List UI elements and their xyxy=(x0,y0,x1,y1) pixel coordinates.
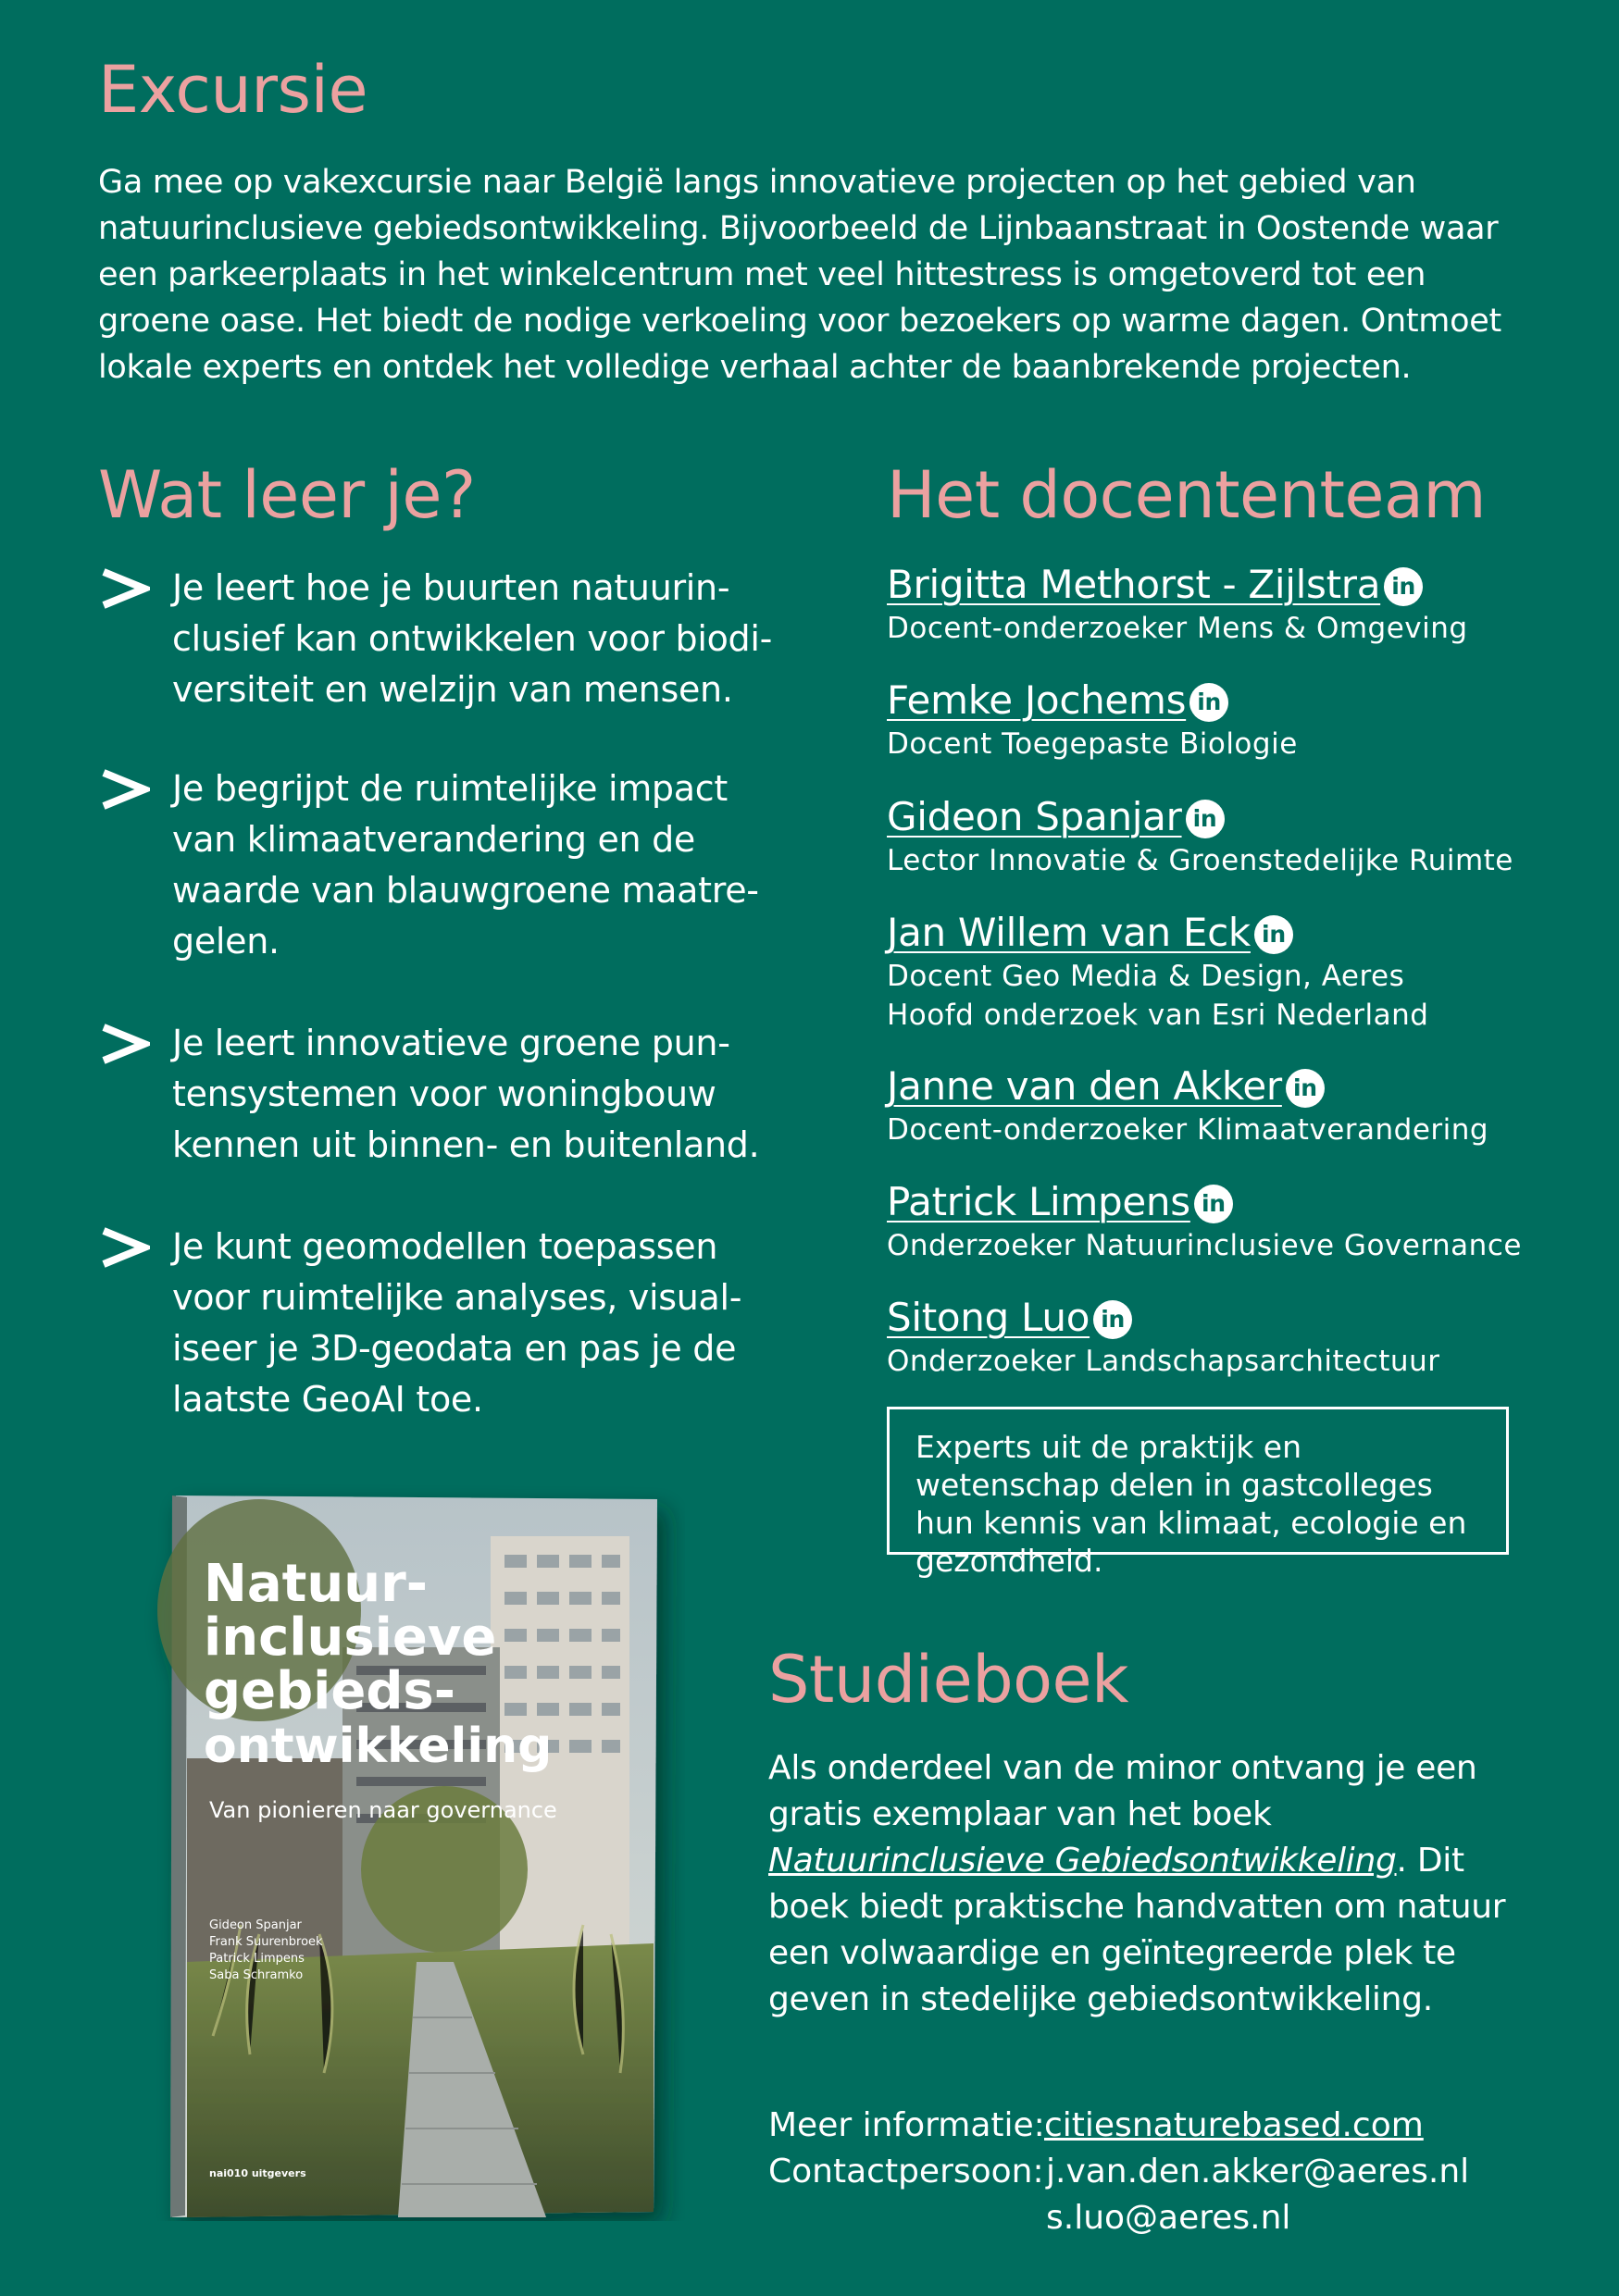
linkedin-icon[interactable]: in xyxy=(1286,1069,1325,1108)
excursie-heading: Excursie xyxy=(98,52,368,128)
contact-person-label: Contactpersoon: xyxy=(768,2153,1044,2191)
book-author: Patrick Limpens xyxy=(209,1952,305,1966)
studieboek-heading: Studieboek xyxy=(768,1642,1129,1718)
teacher-name-link[interactable]: Brigitta Methorst - Zijlstra xyxy=(887,562,1381,607)
book-title-line: gebieds- xyxy=(204,1661,455,1721)
chevron-right-icon xyxy=(98,568,150,609)
learn-point-text: Je leert hoe je buurten natuurinclusief kan ontwikkelen voor biodiversiteit en welzijn van mensen. xyxy=(172,567,773,710)
book-title-line: inclusieve xyxy=(204,1607,497,1668)
teacher-patrick-limpens xyxy=(887,1178,1572,1265)
teacher-role: Docent Geo Media & Design, Aeres xyxy=(887,960,1405,993)
teacher-role: Docent Toegepaste Biologie xyxy=(887,727,1298,761)
website-link[interactable]: citiesnaturebased.com xyxy=(1044,2106,1424,2144)
team-heading: Het docententeam xyxy=(887,457,1487,533)
teacher-role: Lector Innovatie & Groenstedelijke Ruimte xyxy=(887,844,1513,877)
book-author: Gideon Spanjar xyxy=(209,1918,302,1932)
experts-note-box xyxy=(887,1407,1509,1579)
teacher-name-link[interactable]: Sitong Luo xyxy=(887,1295,1090,1340)
chevron-right-icon xyxy=(98,1227,150,1268)
info-label: Meer informatie: xyxy=(768,2106,1045,2144)
learn-heading: Wat leer je? xyxy=(98,457,476,533)
contact-block xyxy=(768,2103,1583,2241)
linkedin-icon[interactable]: in xyxy=(1254,915,1293,954)
linkedin-icon[interactable]: in xyxy=(1189,683,1228,722)
chevron-right-icon xyxy=(98,769,150,810)
email-link[interactable]: s.luo@aeres.nl xyxy=(1046,2199,1291,2237)
teacher-role: Onderzoeker Natuurinclusieve Governance xyxy=(887,1229,1522,1262)
teacher-gideon-spanjar xyxy=(887,793,1572,880)
email-link[interactable]: j.van.den.akker@aeres.nl xyxy=(1046,2153,1470,2191)
studieboek-paragraph xyxy=(768,1745,1527,2023)
teacher-name-link[interactable]: Janne van den Akker xyxy=(887,1063,1282,1109)
chevron-right-icon xyxy=(98,1024,150,1064)
teacher-role: Onderzoeker Landschapsarchitectuur xyxy=(887,1345,1440,1378)
learn-point-text: Je begrijpt de ruimtelijke impact van klimaatverandering en de waarde van blauwgroene maatregelen. xyxy=(172,768,760,962)
teacher-sitong-luo xyxy=(887,1294,1572,1381)
book-title-line: Natuur- xyxy=(204,1554,429,1614)
linkedin-icon[interactable]: in xyxy=(1093,1300,1132,1339)
book-cover-image xyxy=(139,1481,685,2221)
excursie-paragraph: Ga mee op vakexcursie naar België langs innovatieve projecten op het gebied van natuurinclusieve gebiedsontwikkeling. Bijvoorbeeld de Lijnbaanstraat in Oostende waar een parkeerplaats in het winkelcentrum met veel hittestress is omgetoverd tot een groene oase. Het biedt de nodige verkoeling voor bezoekers op warme dagen. Ontmoet lokale experts en ontdek het volledige verhaal achter de baanbrekende projecten. xyxy=(98,164,1501,386)
teacher-jan-willem-van-eck xyxy=(887,909,1572,1035)
teacher-name-link[interactable]: Patrick Limpens xyxy=(887,1179,1190,1224)
book-author: Frank Suurenbroek xyxy=(209,1935,323,1949)
teacher-name-link[interactable]: Jan Willem van Eck xyxy=(887,910,1251,955)
book-subtitle: Van pionieren naar governance xyxy=(209,1797,557,1823)
teacher-name-link[interactable]: Gideon Spanjar xyxy=(887,794,1182,839)
book-title-line: ontwikkeling xyxy=(204,1719,553,1774)
studieboek-text-before: Als onderdeel van de minor ontvang je een gratis exemplaar van het boek xyxy=(768,1749,1477,1833)
teacher-femke-jochems xyxy=(887,676,1572,763)
linkedin-icon[interactable]: in xyxy=(1384,567,1423,606)
linkedin-icon[interactable]: in xyxy=(1186,800,1225,838)
learn-point-text: Je kunt geomodellen toepassen voor ruimtelijke analyses, visualiseer je 3D-geodata en pas je de laatste GeoAI toe. xyxy=(172,1226,742,1420)
teacher-role-secondary: Hoofd onderzoek van Esri Nederland xyxy=(887,999,1429,1032)
book-publisher: nai010 uitgevers xyxy=(209,2167,306,2179)
book-author: Saba Schramko xyxy=(209,1968,304,1982)
studieboek-book-title-link[interactable]: Natuurinclusieve Gebiedsontwikkeling xyxy=(768,1842,1397,1880)
teacher-role: Docent-onderzoeker Mens & Omgeving xyxy=(887,612,1468,645)
teacher-brigitta-methorst xyxy=(887,561,1572,648)
linkedin-icon[interactable]: in xyxy=(1194,1185,1233,1223)
experts-note-text: Experts uit de praktijk en wetenschap delen in gastcolleges hun kennis van klimaat, ecologie en gezondheid. xyxy=(915,1429,1467,1579)
learn-point-text: Je leert innovatieve groene puntensystemen voor woningbouw kennen uit binnen- en buitenland. xyxy=(172,1023,760,1165)
teacher-name-link[interactable]: Femke Jochems xyxy=(887,677,1187,723)
studieboek-text-after: . Dit boek biedt praktische handvatten om natuur een volwaardige en geïntegreerde plek te geven in stedelijke gebiedsontwikkeling. xyxy=(768,1842,1506,2018)
teacher-janne-van-den-akker xyxy=(887,1062,1572,1149)
teacher-role: Docent-onderzoeker Klimaatverandering xyxy=(887,1113,1489,1147)
